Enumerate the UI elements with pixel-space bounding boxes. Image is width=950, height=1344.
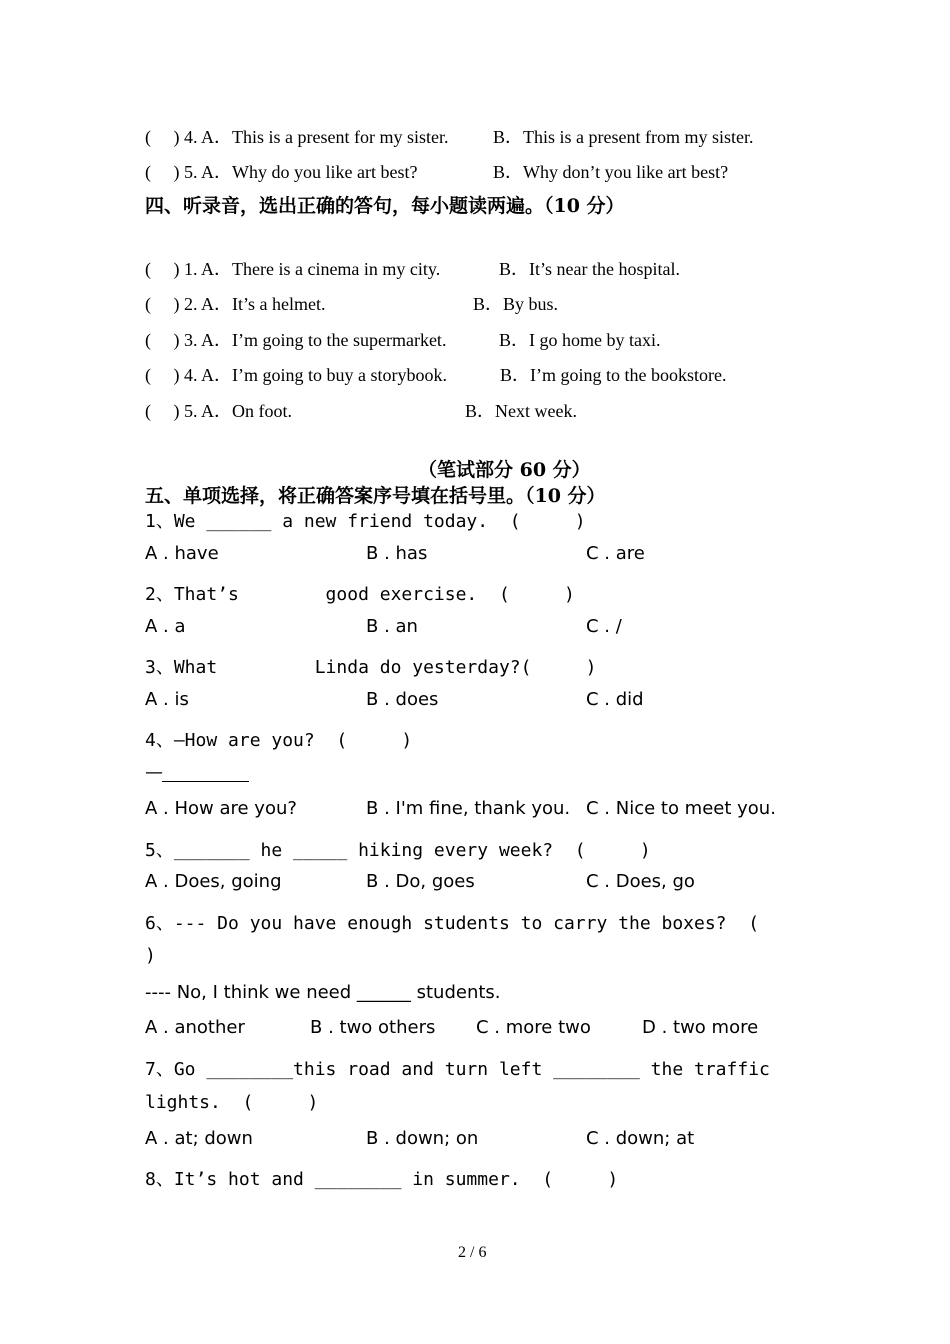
q2-option-a: A . a [145,616,186,637]
q2-option-b: B . an [366,616,418,637]
q4-answer-dash: — [145,762,163,783]
section4-item-4-a: ( ) 4. A．I’m going to buy a storybook. [145,365,447,385]
q5-option-c: C . Does, go [586,871,695,892]
q7-option-a: A . at; down [145,1128,253,1149]
listening3-item-5-a: ( ) 5. A．Why do you like art best? [145,162,418,182]
listening3-item-5-b: B．Why don’t you like art best? [493,162,729,182]
section4-item-3-a: ( ) 3. A．I’m going to the supermarket. [145,330,447,350]
written-part-heading: （笔试部分 60 分） [418,459,591,481]
q6-stem-line1: 6、--- Do you have enough students to carry the boxes? ( [145,913,760,934]
q6-reply: ---- No, I think we need ______ students. [145,982,501,1003]
section4-item-3-b: B．I go home by taxi. [499,330,661,350]
q6-option-a: A . another [145,1017,245,1038]
q7-stem-line2: lights. ( ) [145,1092,319,1113]
q1-option-b: B . has [366,543,428,564]
q3-option-a: A . is [145,689,189,710]
q4-option-a: A . How are you? [145,798,297,819]
section4-item-1-a: ( ) 1. A．There is a cinema in my city. [145,259,441,279]
q7-option-c: C . down; at [586,1128,695,1149]
section5-title: 五、单项选择，将正确答案序号填在括号里。（10 分） [145,485,606,507]
section4-item-2-a: ( ) 2. A．It’s a helmet. [145,294,326,314]
section4-item-1-b: B．It’s near the hospital. [499,259,680,279]
q5-stem: 5、_______ he _____ hiking every week? ( ) [145,840,651,861]
section4-item-5-a: ( ) 5. A．On foot. [145,401,292,421]
page-number: 2 / 6 [458,1244,487,1261]
q4-option-c: C . Nice to meet you. [586,798,776,819]
q7-option-b: B . down; on [366,1128,479,1149]
section4-title: 四、听录音，选出正确的答句，每小题读两遍。（10 分） [145,195,625,217]
q1-option-c: C . are [586,543,645,564]
q5-option-a: A . Does, going [145,871,282,892]
q6-option-d: D . two more [642,1017,759,1038]
section4-item-2-b: B．By bus. [473,294,559,314]
q7-stem-line1: 7、Go ________this road and turn left ________ the traffic [145,1059,770,1080]
q2-stem: 2、That’s good exercise. ( ) [145,584,575,605]
q4-answer-blank [162,781,249,782]
listening3-item-4-a: ( ) 4. A．This is a present for my sister. [145,127,449,147]
q3-option-c: C . did [586,689,644,710]
q3-option-b: B . does [366,689,439,710]
section4-item-5-b: B．Next week. [465,401,577,421]
q6-stem-line2: ) [145,945,156,966]
q6-option-c: C . more two [476,1017,591,1038]
q3-stem: 3、What Linda do yesterday?( ) [145,657,597,678]
q1-option-a: A . have [145,543,219,564]
q4-option-b: B . I'm fine, thank you. [366,798,571,819]
q4-stem: 4、—How are you? ( ) [145,730,413,751]
q5-option-b: B . Do, goes [366,871,475,892]
q2-option-c: C . / [586,616,622,637]
q1-stem: 1、We ______ a new friend today. ( ) [145,511,586,532]
section4-item-4-b: B．I’m going to the bookstore. [500,365,727,385]
q8-stem: 8、It’s hot and ________ in summer. ( ) [145,1169,619,1190]
q6-option-b: B . two others [310,1017,436,1038]
listening3-item-4-b: B．This is a present from my sister. [493,127,754,147]
